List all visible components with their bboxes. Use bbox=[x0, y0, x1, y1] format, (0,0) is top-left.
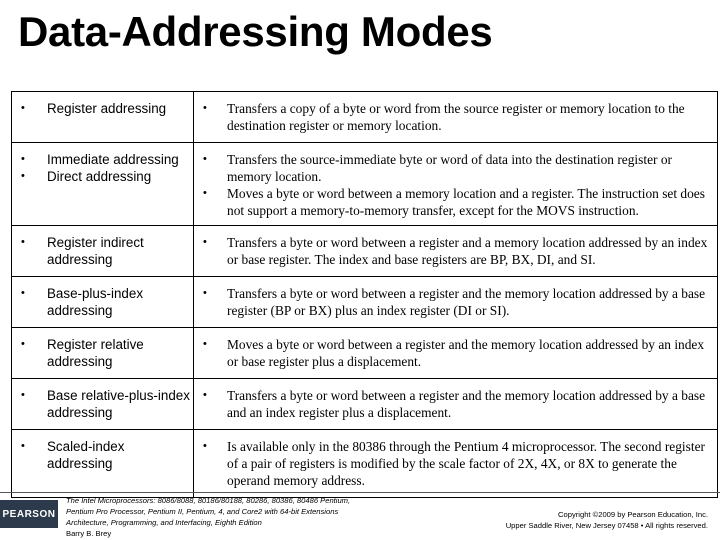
mode-name: Immediate addressing bbox=[47, 152, 179, 167]
table-row bbox=[12, 226, 718, 277]
mode-description: Is available only in the 80386 through the Pentium 4 microprocessor. The second register of a pair of registers is modified by the scale factor of 2X, 4X, or 8X to generate the operand memory address. bbox=[227, 439, 705, 488]
mode-description-item bbox=[194, 438, 717, 489]
mode-description: Transfers a byte or word between a register and the memory location addressed by a base and an index register plus a displacement. bbox=[227, 388, 706, 420]
mode-name-cell bbox=[12, 430, 194, 498]
mode-name-item bbox=[12, 285, 193, 319]
bullet-icon: • bbox=[203, 236, 207, 248]
mode-name-item bbox=[12, 100, 193, 117]
bullet-icon: • bbox=[21, 287, 25, 299]
mode-description-item bbox=[194, 100, 717, 134]
mode-description-cell bbox=[194, 328, 718, 379]
mode-description: Transfers a byte or word between a register and the memory location addressed by a base register (BP or BX) plus an index register (DI or SI). bbox=[227, 286, 706, 318]
copyright-notice bbox=[506, 509, 708, 531]
bullet-icon: • bbox=[21, 236, 25, 248]
slide-title: Data-Addressing Modes bbox=[18, 8, 493, 55]
addressing-modes-table bbox=[11, 91, 718, 498]
book-title-line-3: Architecture, Programming, and Interfacing, Eighth Edition bbox=[66, 518, 262, 527]
bullet-icon: • bbox=[203, 338, 207, 350]
mode-name-item bbox=[12, 234, 193, 268]
book-title-line-2: Pentium Pro Processor, Pentium II, Pentium, 4, and Core2 with 64-bit Extensions bbox=[66, 507, 339, 516]
mode-name-cell bbox=[12, 379, 194, 430]
bullet-icon: • bbox=[21, 170, 25, 182]
bullet-icon: • bbox=[203, 187, 207, 199]
copyright-line-2: Upper Saddle River, New Jersey 07458 • All rights reserved. bbox=[505, 521, 708, 530]
table-row bbox=[12, 328, 718, 379]
table-row bbox=[12, 92, 718, 143]
bullet-icon: • bbox=[203, 440, 207, 452]
bullet-icon: • bbox=[203, 389, 207, 401]
mode-name-item bbox=[12, 151, 193, 168]
mode-description-item bbox=[194, 285, 717, 319]
mode-name: Base-plus-index addressing bbox=[47, 286, 144, 318]
mode-description: Moves a byte or word between a register and the memory location addressed by an index or base register plus a displacement. bbox=[227, 337, 705, 369]
mode-description-cell bbox=[194, 379, 718, 430]
table-row bbox=[12, 143, 718, 226]
table-row bbox=[12, 430, 718, 498]
book-citation bbox=[66, 495, 426, 539]
footer-divider bbox=[0, 492, 720, 493]
mode-name-cell bbox=[12, 92, 194, 143]
mode-description-cell bbox=[194, 92, 718, 143]
mode-name-item bbox=[12, 168, 193, 185]
pearson-logo: PEARSON bbox=[0, 500, 58, 528]
mode-name: Base relative-plus-index addressing bbox=[47, 388, 190, 420]
mode-name-cell bbox=[12, 277, 194, 328]
bullet-icon: • bbox=[21, 440, 25, 452]
mode-description-cell bbox=[194, 430, 718, 498]
mode-description: Transfers the source-immediate byte or word of data into the destination register or memory location. bbox=[227, 152, 672, 184]
book-title-line-1: The Intel Microprocessors: 8086/8088, 80186/80188, 80286, 80386, 80486 Pentium, bbox=[66, 496, 351, 505]
mode-name-item bbox=[12, 387, 193, 421]
mode-description-item bbox=[194, 185, 717, 219]
mode-name: Register indirect addressing bbox=[47, 235, 144, 267]
book-author: Barry B. Brey bbox=[66, 529, 112, 538]
mode-description: Transfers a byte or word between a register and a memory location addressed by an index or base register. The index and base registers are BP, BX, DI, and SI. bbox=[227, 235, 708, 267]
bullet-icon: • bbox=[21, 153, 25, 165]
mode-name: Register addressing bbox=[47, 101, 167, 116]
mode-description-item bbox=[194, 234, 717, 268]
mode-name: Direct addressing bbox=[47, 169, 152, 184]
table-body bbox=[12, 92, 718, 498]
mode-description-cell bbox=[194, 277, 718, 328]
mode-name-item bbox=[12, 336, 193, 370]
mode-name-item bbox=[12, 438, 193, 472]
mode-description-item bbox=[194, 336, 717, 370]
mode-name-cell bbox=[12, 328, 194, 379]
mode-description: Transfers a copy of a byte or word from the source register or memory location to the destination register or memory location. bbox=[227, 101, 685, 133]
mode-description-cell bbox=[194, 226, 718, 277]
mode-name-cell bbox=[12, 143, 194, 226]
table-row bbox=[12, 379, 718, 430]
mode-name-cell bbox=[12, 226, 194, 277]
copyright-line-1: Copyright ©2009 by Pearson Education, Inc. bbox=[558, 510, 708, 519]
bullet-icon: • bbox=[21, 102, 25, 114]
mode-description-item bbox=[194, 387, 717, 421]
mode-description-cell bbox=[194, 143, 718, 226]
mode-name: Scaled-index addressing bbox=[47, 439, 125, 471]
mode-description-item bbox=[194, 151, 717, 185]
mode-name: Register relative addressing bbox=[47, 337, 144, 369]
bullet-icon: • bbox=[21, 389, 25, 401]
bullet-icon: • bbox=[21, 338, 25, 350]
bullet-icon: • bbox=[203, 287, 207, 299]
mode-description: Moves a byte or word between a memory location and a register. The instruction set does not support a memory-to-memory transfer, except for the MOVS instruction. bbox=[227, 186, 705, 218]
table-row bbox=[12, 277, 718, 328]
bullet-icon: • bbox=[203, 153, 207, 165]
bullet-icon: • bbox=[203, 102, 207, 114]
